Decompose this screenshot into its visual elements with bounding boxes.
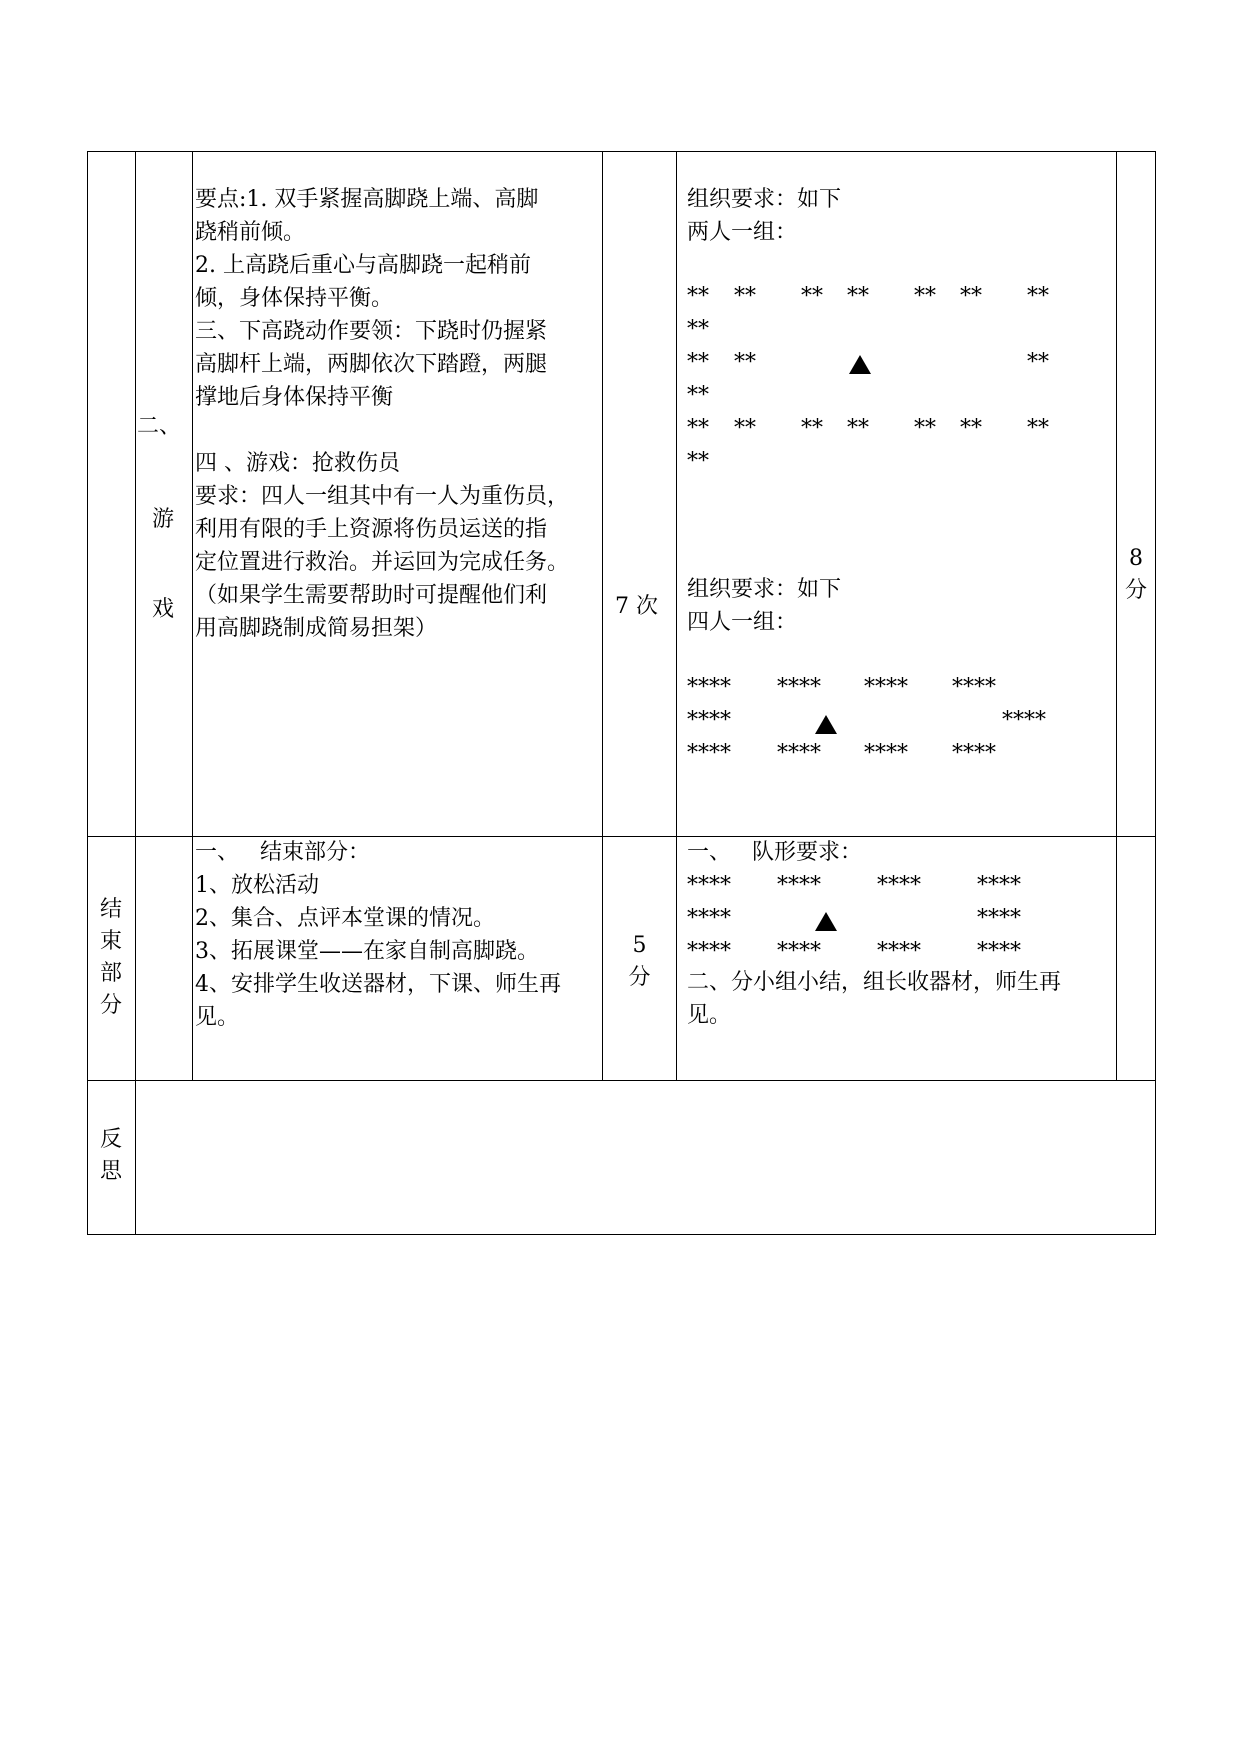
student-mark: ****	[687, 708, 731, 733]
time-value: 8	[1129, 546, 1143, 571]
content-line: 撑地后身体保持平衡	[195, 385, 394, 410]
student-mark: **	[734, 416, 756, 441]
summary-line: 见。	[687, 1003, 732, 1028]
end-content-line: 1、放松活动	[195, 873, 319, 898]
end-content-line: 一、 结束部分：	[195, 840, 370, 865]
formation-title: 一、 队形要求：	[687, 840, 862, 865]
student-mark: ****	[687, 675, 731, 700]
student-mark: ****	[877, 939, 921, 964]
teacher-triangle-icon	[815, 715, 837, 734]
game-content-cell	[192, 151, 603, 837]
duration-unit: 分	[628, 965, 651, 990]
student-mark: ****	[952, 675, 996, 700]
section-number: 二、	[137, 414, 182, 439]
end-content-cell	[192, 836, 603, 1081]
org-title: 组织要求：如下	[687, 187, 842, 212]
student-mark: **	[687, 449, 709, 474]
content-line: 用高脚跷制成简易担架）	[195, 616, 438, 641]
end-section-char: 部	[99, 961, 122, 986]
student-mark: **	[1027, 416, 1049, 441]
student-mark: **	[960, 416, 982, 441]
content-line: 要点:1. 双手紧握高脚跷上端、高脚	[195, 187, 539, 212]
org-title: 组织要求：如下	[687, 577, 842, 602]
content-line: 三、下高跷动作要领：下跷时仍握紧	[195, 319, 548, 344]
content-line: 高脚杆上端，两脚依次下踏蹬，两腿	[195, 352, 548, 377]
student-mark: ****	[687, 939, 731, 964]
group-formation	[677, 152, 1118, 838]
student-mark: **	[687, 383, 709, 408]
student-mark: ****	[977, 939, 1021, 964]
student-mark: ****	[777, 939, 821, 964]
end-content-line: 4、安排学生收送器材，下课、师生再	[195, 972, 561, 997]
end-section-char: 结	[99, 897, 122, 922]
reflection-char: 思	[99, 1159, 122, 1184]
reflection-content-cell	[135, 1080, 1156, 1235]
student-mark: ****	[1002, 708, 1046, 733]
content-line: 跷稍前倾。	[195, 220, 306, 245]
section-name-char: 游	[152, 507, 175, 532]
student-mark: **	[801, 416, 823, 441]
student-mark: ****	[777, 741, 821, 766]
student-mark: ****	[977, 906, 1021, 931]
end-section-label-cell	[87, 836, 136, 1081]
student-mark: **	[734, 350, 756, 375]
student-mark: **	[847, 416, 869, 441]
content-line: 定位置进行救治。并运回为完成任务。	[195, 550, 570, 575]
end-section-char: 分	[99, 993, 122, 1018]
end-content-line: 2、集合、点评本堂课的情况。	[195, 906, 495, 931]
content-line: 四 、游戏：抢救伤员	[195, 451, 400, 476]
duration-value: 5	[632, 933, 647, 958]
reflection-label-cell	[87, 1080, 136, 1235]
summary-line: 二、分小组小结，组长收器材，师生再	[687, 970, 1062, 995]
end-content-line: 见。	[195, 1005, 240, 1030]
student-mark: **	[914, 284, 936, 309]
content-line: 倾，身体保持平衡。	[195, 286, 394, 311]
student-mark: **	[687, 416, 709, 441]
student-mark: ****	[952, 741, 996, 766]
game-section-label-cell	[87, 151, 136, 837]
student-mark: ****	[864, 675, 908, 700]
student-mark: **	[914, 416, 936, 441]
teacher-triangle-icon	[815, 912, 837, 931]
student-mark: **	[1027, 350, 1049, 375]
reflection-char: 反	[99, 1127, 122, 1152]
game-count-cell	[602, 151, 677, 837]
student-mark: ****	[864, 741, 908, 766]
end-duration-cell	[602, 836, 677, 1081]
student-mark: **	[1027, 284, 1049, 309]
game-time-cell	[1116, 151, 1156, 837]
end-organization-cell	[676, 836, 1117, 1081]
student-mark: **	[801, 284, 823, 309]
end-time-cell	[1116, 836, 1156, 1081]
student-mark: ****	[877, 873, 921, 898]
end-section-char: 束	[99, 929, 122, 954]
org-group: 两人一组：	[687, 220, 798, 245]
student-mark: **	[687, 350, 709, 375]
student-mark: **	[960, 284, 982, 309]
student-mark: ****	[977, 873, 1021, 898]
game-organization-cell	[676, 151, 1117, 837]
end-blank-cell	[135, 836, 193, 1081]
student-mark: ****	[687, 741, 731, 766]
student-mark: ****	[777, 675, 821, 700]
content-line: （如果学生需要帮助时可提醒他们利	[195, 583, 548, 608]
content-line: 2. 上高跷后重心与高脚跷一起稍前	[195, 253, 531, 278]
student-mark: ****	[687, 873, 731, 898]
student-mark: **	[687, 317, 709, 342]
student-mark: **	[734, 284, 756, 309]
content-line: 要求：四人一组其中有一人为重伤员，	[195, 484, 570, 509]
student-mark: ****	[777, 873, 821, 898]
game-section-name-cell	[135, 151, 193, 837]
end-formation	[677, 837, 1118, 1082]
repeat-count: 7 次	[615, 594, 658, 619]
end-content-line: 3、拓展课堂——在家自制高脚跷。	[195, 939, 539, 964]
time-unit: 分	[1124, 578, 1147, 603]
section-name-char: 戏	[152, 597, 175, 622]
org-group: 四人一组：	[687, 610, 798, 635]
student-mark: **	[687, 284, 709, 309]
student-mark: **	[847, 284, 869, 309]
lesson-plan-table	[87, 151, 1156, 1235]
student-mark: ****	[687, 906, 731, 931]
content-line: 利用有限的手上资源将伤员运送的指	[195, 517, 548, 542]
